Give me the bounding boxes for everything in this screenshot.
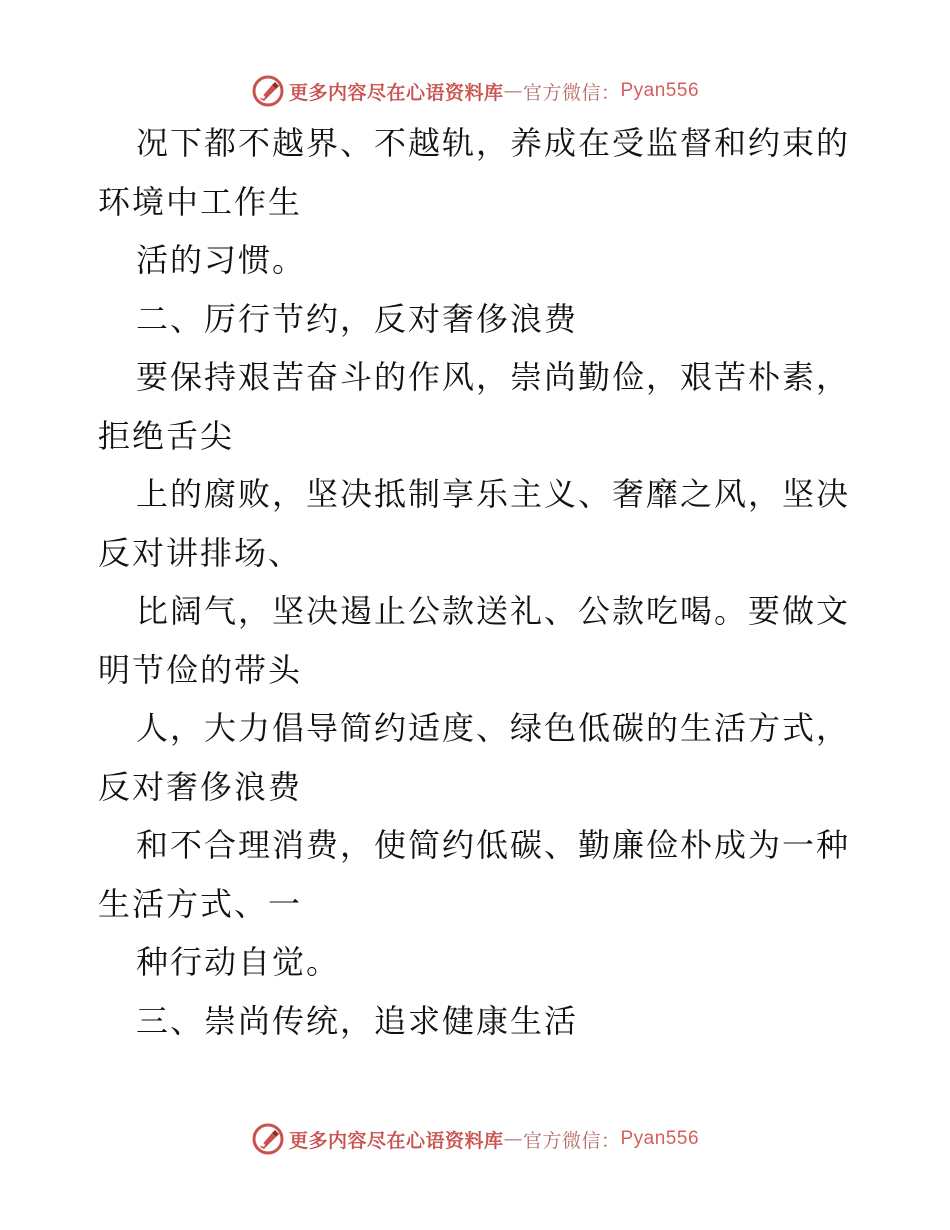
watermark-separator: — bbox=[503, 1128, 523, 1150]
text-line: 和不合理消费，使简约低碳、勤廉俭朴成为一种 bbox=[136, 826, 851, 864]
document-body bbox=[98, 114, 858, 1050]
text-line: 环境中工作生 bbox=[98, 182, 303, 221]
text-line: 况下都不越界、不越轨，养成在受监督和约束的 bbox=[136, 124, 851, 162]
text-line: 比阔气，坚决遏止公款送礼、公款吃喝。要做文 bbox=[136, 592, 851, 630]
text-line: 明节俭的带头 bbox=[98, 650, 303, 689]
watermark-separator: — bbox=[503, 80, 523, 102]
watermark-brand: 更多内容尽在心语资料库 bbox=[288, 81, 504, 104]
watermark-wechat-id: Pyan556 bbox=[620, 80, 700, 101]
text-line: 二、厉行节约，反对奢侈浪费 bbox=[136, 299, 579, 338]
pen-logo-icon bbox=[251, 1122, 285, 1156]
text-line: 生活方式、一 bbox=[98, 884, 303, 923]
watermark-label: 官方微信： bbox=[522, 1129, 621, 1152]
text-line: 反对奢侈浪费 bbox=[98, 767, 303, 806]
watermark-wechat-id: Pyan556 bbox=[620, 1128, 700, 1149]
text-line: 拒绝舌尖 bbox=[98, 416, 235, 455]
pen-logo-icon bbox=[251, 74, 285, 108]
text-line: 要保持艰苦奋斗的作风，崇尚勤俭，艰苦朴素， bbox=[136, 358, 851, 396]
text-line: 种行动自觉。 bbox=[136, 943, 341, 981]
text-line: 人，大力倡导简约适度、绿色低碳的生活方式， bbox=[136, 709, 851, 747]
header-watermark bbox=[0, 74, 950, 108]
text-line: 上的腐败，坚决抵制享乐主义、奢靡之风，坚决 bbox=[136, 475, 851, 513]
footer-watermark bbox=[0, 1122, 950, 1156]
watermark-label: 官方微信： bbox=[522, 81, 621, 104]
text-line: 反对讲排场、 bbox=[98, 533, 303, 572]
text-line: 活的习惯。 bbox=[136, 241, 307, 279]
text-line: 三、崇尚传统，追求健康生活 bbox=[136, 1001, 579, 1040]
watermark-brand: 更多内容尽在心语资料库 bbox=[288, 1129, 504, 1152]
